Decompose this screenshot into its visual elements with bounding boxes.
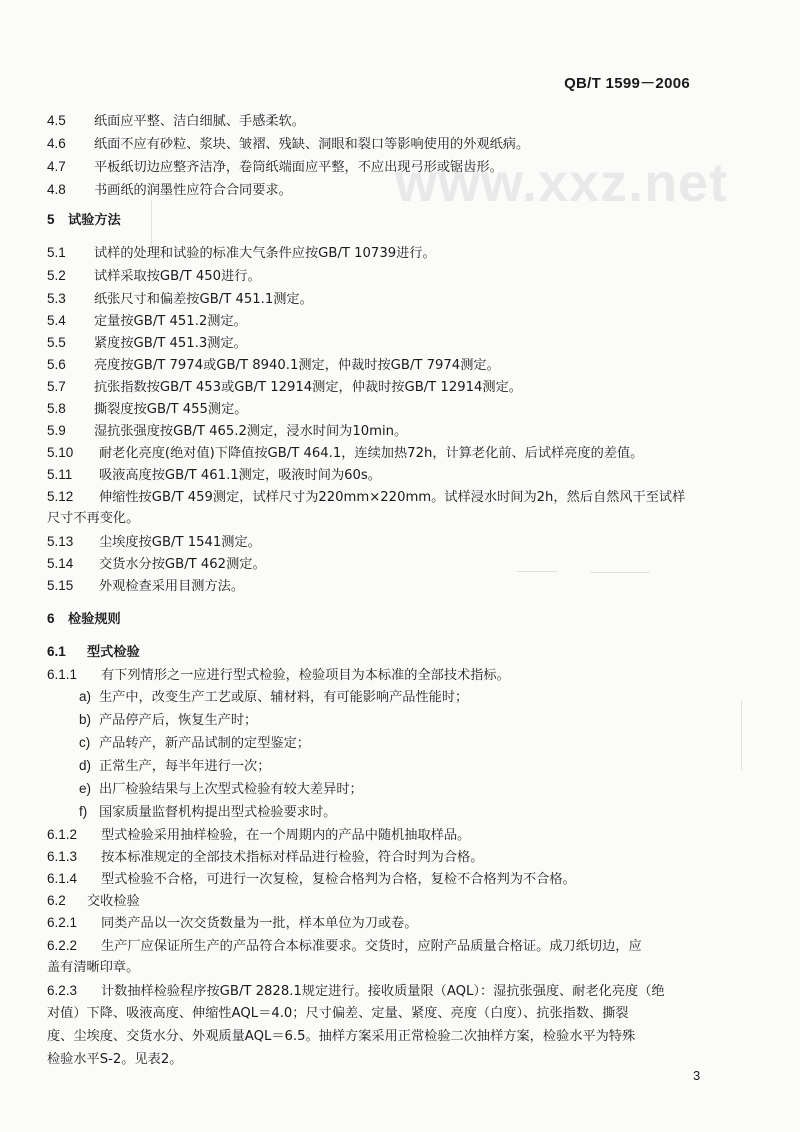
clause-line (47, 422, 715, 441)
clause-continuation (47, 1005, 715, 1023)
clause-line (47, 267, 715, 286)
list-text: 国家质量监督机构提出型式检验要求时。 (99, 805, 337, 820)
clause-text: 纸张尺寸和偏差按GB/T 451.1测定。 (94, 292, 313, 307)
clause-text: 纸面应平整、洁白细腻、手感柔软。 (94, 114, 305, 129)
clause-line (47, 158, 715, 177)
clause-text: 同类产品以一次交货数量为一批，样本单位为刀或卷。 (101, 916, 418, 931)
clause-line (47, 848, 715, 867)
clause-text: 平板纸切边应整齐洁净，卷筒纸端面应平整，不应出现弓形或锯齿形。 (94, 160, 503, 175)
clause-number: 6.2.2 (47, 938, 78, 953)
clause-line (47, 982, 715, 1001)
clause-line (47, 870, 715, 889)
clause-number: 5.5 (47, 335, 66, 350)
clause-number: 5.1 (47, 245, 66, 260)
list-item (79, 757, 747, 776)
clause-line (47, 826, 715, 845)
clause-line (47, 135, 715, 154)
clause-text: 尘埃度按GB/T 1541测定。 (99, 535, 261, 550)
clause-number: 4.8 (47, 182, 66, 197)
clause-line (47, 400, 715, 419)
list-item (79, 688, 747, 707)
clause-line (47, 466, 715, 485)
clause-line (47, 444, 715, 463)
clause-number: 5.2 (47, 268, 66, 283)
clause-number: 5.11 (47, 467, 73, 482)
list-text: 产品转产，新产品试制的定型鉴定； (99, 736, 310, 751)
clause-continuation (47, 1051, 715, 1069)
clause-number: 5.12 (47, 489, 74, 504)
list-marker: b) (79, 712, 92, 727)
clause-text: 型式检验采用抽样检验，在一个周期内的产品中随机抽取样品。 (101, 828, 471, 843)
clause-number: 5.10 (47, 445, 74, 460)
clause-text: 书画纸的润墨性应符合合同要求。 (94, 183, 292, 198)
subsection-title: 交收检验 (87, 894, 140, 909)
list-item (79, 780, 747, 799)
clause-number: 5.3 (47, 291, 66, 306)
section-title: 检验规则 (68, 612, 121, 627)
clause-line (47, 290, 715, 309)
subsection-heading (47, 643, 715, 662)
clause-line (47, 181, 715, 200)
clause-number: 5.6 (47, 357, 66, 372)
clause-continuation (47, 1028, 715, 1046)
subsection-title: 型式检验 (87, 645, 140, 660)
watermark: www.xxz.net (395, 153, 729, 213)
clause-text: 外观检查采用目测方法。 (99, 579, 245, 594)
clause-line (47, 666, 715, 685)
list-marker: d) (79, 758, 92, 773)
standard-code: QB/T 1599－2006 (564, 75, 690, 92)
clause-text: 按本标准规定的全部技术指标对样品进行检验，符合时判为合格。 (101, 850, 484, 865)
section-heading (47, 211, 715, 230)
clause-number: 4.6 (47, 136, 66, 151)
clause-text: 度、尘埃度、交货水分、外观质量AQL＝6.5。抽样方案采用正常检验二次抽样方案，检验水平为特殊 (47, 1029, 636, 1044)
clause-text: 对值）下降、吸液高度、伸缩性AQL＝4.0；尺寸偏差、定量、紧度、亮度（白度）、抗张指数、撕裂 (47, 1006, 629, 1021)
clause-text: 试样的处理和试验的标准大气条件应按GB/T 10739进行。 (94, 246, 436, 261)
clause-continuation (47, 959, 715, 977)
page-number: 3 (693, 1068, 701, 1083)
subsection-heading (47, 892, 715, 911)
clause-line (47, 488, 715, 507)
list-marker: e) (79, 781, 92, 796)
clause-text: 纸面不应有砂粒、浆块、皱褶、残缺、洞眼和裂口等影响使用的外观纸病。 (94, 137, 530, 152)
clause-text: 抗张指数按GB/T 453或GB/T 12914测定，仲裁时按GB/T 12914测定。 (94, 380, 522, 395)
clause-number: 5.14 (47, 556, 74, 571)
list-item (79, 711, 747, 730)
clause-number: 5.8 (47, 401, 66, 416)
clause-continuation (47, 510, 715, 528)
clause-line (47, 312, 715, 331)
clause-line (47, 577, 715, 596)
clause-line (47, 356, 715, 375)
list-text: 出厂检验结果与上次型式检验有较大差异时； (99, 782, 363, 797)
clause-text: 试样采取按GB/T 450进行。 (94, 269, 261, 284)
section-number: 6 (47, 611, 55, 626)
clause-text: 型式检验不合格，可进行一次复检，复检合格判为合格，复检不合格判为不合格。 (101, 872, 576, 887)
clause-text: 有下列情形之一应进行型式检验，检验项目为本标准的全部技术指标。 (101, 668, 510, 683)
clause-line (47, 244, 715, 263)
clause-number: 6.1.3 (47, 849, 78, 864)
section-heading (47, 610, 715, 629)
clause-line (47, 937, 715, 956)
clause-number: 5.4 (47, 313, 66, 328)
section-title: 试验方法 (68, 213, 121, 228)
clause-number: 6.2.1 (47, 915, 78, 930)
clause-text: 计数抽样检验程序按GB/T 2828.1规定进行。接收质量限（AQL）：湿抗张强度、耐老化亮度（绝 (101, 984, 665, 999)
clause-number: 5.9 (47, 423, 66, 438)
section-number: 5 (47, 212, 55, 227)
list-item (79, 734, 747, 753)
clause-number: 5.15 (47, 578, 74, 593)
clause-text: 尺寸不再变化。 (47, 511, 140, 526)
clause-text: 生产厂应保证所生产的产品符合本标准要求。交货时，应附产品质量合格证。成刀纸切边，应 (101, 939, 642, 954)
clause-text: 检验水平S-2。见表2。 (47, 1052, 183, 1067)
list-marker: c) (79, 735, 91, 750)
clause-text: 盖有清晰印章。 (47, 960, 140, 975)
clause-line (47, 112, 715, 131)
clause-number: 6.2.3 (47, 983, 78, 998)
clause-number: 5.7 (47, 379, 66, 394)
clause-text: 紧度按GB/T 451.3测定。 (94, 336, 247, 351)
clause-text: 耐老化亮度(绝对值)下降值按GB/T 464.1，连续加热72h，计算老化前、后试样亮度的差值。 (99, 446, 644, 461)
clause-number: 6.1.4 (47, 871, 78, 886)
clause-number: 4.5 (47, 113, 66, 128)
clause-number: 6.1.2 (47, 827, 78, 842)
subsection-number: 6.1 (47, 644, 66, 659)
list-marker: a) (79, 689, 92, 704)
clause-number: 4.7 (47, 159, 66, 174)
clause-line (47, 533, 715, 552)
clause-text: 湿抗张强度按GB/T 465.2测定，浸水时间为10min。 (94, 424, 408, 439)
clause-line (47, 334, 715, 353)
clause-line (47, 914, 715, 933)
clause-number: 6.1.1 (47, 667, 78, 682)
clause-text: 定量按GB/T 451.2测定。 (94, 314, 247, 329)
list-text: 生产中，改变生产工艺或原、辅材料，有可能影响产品性能时； (99, 690, 469, 705)
clause-text: 撕裂度按GB/T 455测定。 (94, 402, 248, 417)
clause-number: 5.13 (47, 534, 74, 549)
list-item (79, 803, 747, 822)
clause-line (47, 555, 715, 574)
clause-text: 交货水分按GB/T 462测定。 (99, 557, 266, 572)
clause-text: 伸缩性按GB/T 459测定，试样尺寸为220mm×220mm。试样浸水时间为2h，然后自然风干至试样 (99, 490, 686, 505)
list-text: 产品停产后，恢复生产时； (99, 713, 258, 728)
clause-text: 亮度按GB/T 7974或GB/T 8940.1测定，仲裁时按GB/T 7974测定。 (94, 358, 500, 373)
subsection-number: 6.2 (47, 893, 66, 908)
list-text: 正常生产，每半年进行一次； (99, 759, 271, 774)
list-marker: f) (79, 804, 88, 819)
clause-line (47, 378, 715, 397)
clause-text: 吸液高度按GB/T 461.1测定，吸液时间为60s。 (99, 468, 381, 483)
